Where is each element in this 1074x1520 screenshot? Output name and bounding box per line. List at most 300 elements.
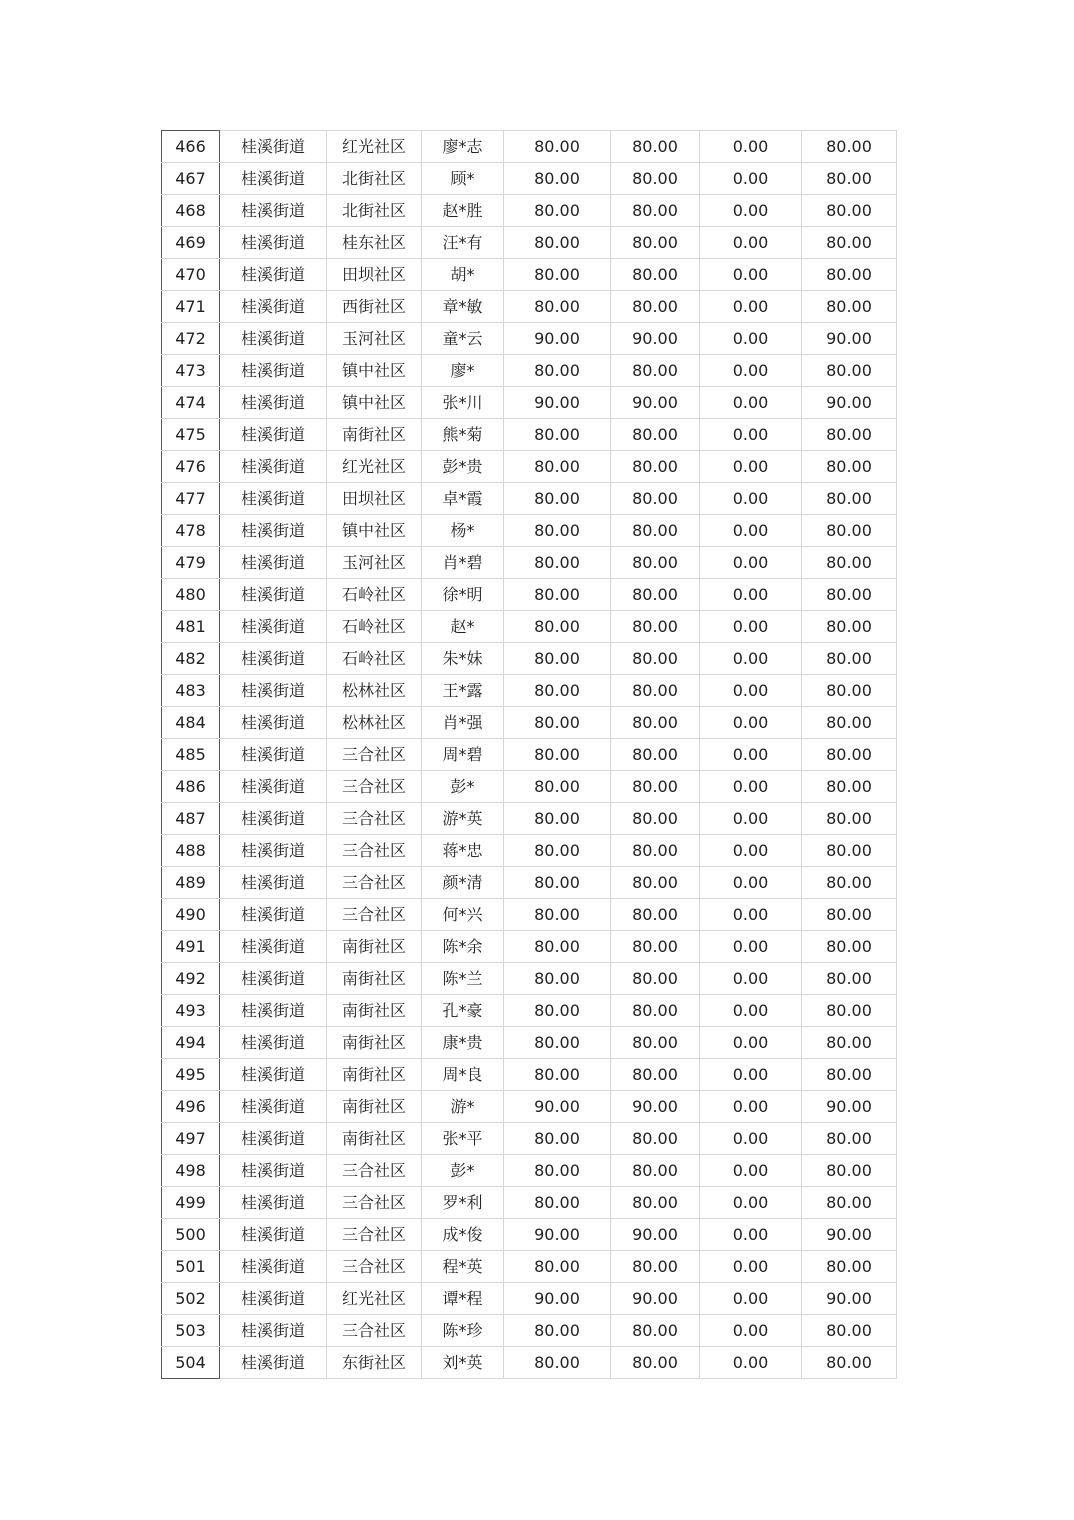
table-row xyxy=(162,387,897,419)
cell-amount-2: 80.00 xyxy=(611,963,700,995)
cell-community: 红光社区 xyxy=(327,131,422,163)
cell-amount-4: 80.00 xyxy=(802,195,897,227)
cell-amount-1: 80.00 xyxy=(504,611,611,643)
cell-amount-3: 0.00 xyxy=(700,803,802,835)
cell-amount-2: 80.00 xyxy=(611,643,700,675)
cell-amount-4: 80.00 xyxy=(802,1123,897,1155)
cell-name: 廖* xyxy=(422,355,504,387)
table-row xyxy=(162,515,897,547)
cell-amount-1: 80.00 xyxy=(504,1027,611,1059)
table-row xyxy=(162,771,897,803)
cell-amount-3: 0.00 xyxy=(700,579,802,611)
cell-amount-1: 80.00 xyxy=(504,771,611,803)
cell-subdistrict: 桂溪街道 xyxy=(220,451,327,483)
table-row xyxy=(162,963,897,995)
cell-index: 480 xyxy=(162,579,220,611)
cell-index: 466 xyxy=(162,131,220,163)
cell-amount-3: 0.00 xyxy=(700,835,802,867)
cell-name: 赵*胜 xyxy=(422,195,504,227)
cell-amount-3: 0.00 xyxy=(700,771,802,803)
cell-community: 三合社区 xyxy=(327,1219,422,1251)
table-row xyxy=(162,739,897,771)
cell-amount-3: 0.00 xyxy=(700,195,802,227)
table-row xyxy=(162,1187,897,1219)
table-row xyxy=(162,131,897,163)
cell-community: 南街社区 xyxy=(327,1123,422,1155)
table-row xyxy=(162,675,897,707)
cell-amount-2: 80.00 xyxy=(611,1123,700,1155)
cell-name: 颜*清 xyxy=(422,867,504,899)
cell-amount-2: 90.00 xyxy=(611,387,700,419)
cell-amount-2: 80.00 xyxy=(611,483,700,515)
table-row xyxy=(162,867,897,899)
cell-name: 杨* xyxy=(422,515,504,547)
cell-subdistrict: 桂溪街道 xyxy=(220,995,327,1027)
cell-amount-3: 0.00 xyxy=(700,387,802,419)
cell-amount-3: 0.00 xyxy=(700,1251,802,1283)
cell-name: 赵* xyxy=(422,611,504,643)
table-row xyxy=(162,1347,897,1379)
cell-amount-2: 80.00 xyxy=(611,547,700,579)
cell-amount-3: 0.00 xyxy=(700,131,802,163)
cell-index: 474 xyxy=(162,387,220,419)
cell-index: 501 xyxy=(162,1251,220,1283)
table-row xyxy=(162,995,897,1027)
cell-amount-3: 0.00 xyxy=(700,1059,802,1091)
cell-amount-3: 0.00 xyxy=(700,899,802,931)
cell-amount-4: 80.00 xyxy=(802,1155,897,1187)
cell-amount-1: 90.00 xyxy=(504,323,611,355)
cell-amount-2: 80.00 xyxy=(611,675,700,707)
cell-community: 红光社区 xyxy=(327,1283,422,1315)
cell-amount-1: 80.00 xyxy=(504,643,611,675)
cell-community: 三合社区 xyxy=(327,1155,422,1187)
cell-community: 东街社区 xyxy=(327,1347,422,1379)
cell-amount-2: 80.00 xyxy=(611,195,700,227)
cell-amount-4: 80.00 xyxy=(802,867,897,899)
cell-name: 彭*贵 xyxy=(422,451,504,483)
cell-amount-3: 0.00 xyxy=(700,707,802,739)
table-row xyxy=(162,483,897,515)
cell-amount-1: 80.00 xyxy=(504,1251,611,1283)
cell-amount-2: 80.00 xyxy=(611,803,700,835)
cell-name: 游* xyxy=(422,1091,504,1123)
cell-amount-1: 80.00 xyxy=(504,675,611,707)
cell-amount-3: 0.00 xyxy=(700,291,802,323)
cell-amount-1: 80.00 xyxy=(504,579,611,611)
cell-index: 494 xyxy=(162,1027,220,1059)
cell-subdistrict: 桂溪街道 xyxy=(220,1315,327,1347)
cell-community: 石岭社区 xyxy=(327,611,422,643)
cell-amount-3: 0.00 xyxy=(700,995,802,1027)
table-row xyxy=(162,259,897,291)
cell-amount-4: 80.00 xyxy=(802,451,897,483)
cell-amount-1: 80.00 xyxy=(504,195,611,227)
cell-amount-2: 80.00 xyxy=(611,835,700,867)
cell-amount-3: 0.00 xyxy=(700,1347,802,1379)
table-row xyxy=(162,451,897,483)
cell-amount-1: 80.00 xyxy=(504,291,611,323)
cell-amount-2: 80.00 xyxy=(611,1347,700,1379)
cell-amount-2: 80.00 xyxy=(611,1027,700,1059)
cell-amount-4: 80.00 xyxy=(802,643,897,675)
cell-amount-4: 80.00 xyxy=(802,899,897,931)
cell-amount-3: 0.00 xyxy=(700,323,802,355)
cell-name: 章*敏 xyxy=(422,291,504,323)
cell-amount-2: 80.00 xyxy=(611,259,700,291)
cell-community: 石岭社区 xyxy=(327,643,422,675)
cell-subdistrict: 桂溪街道 xyxy=(220,707,327,739)
cell-amount-1: 80.00 xyxy=(504,867,611,899)
cell-index: 471 xyxy=(162,291,220,323)
cell-amount-4: 80.00 xyxy=(802,1027,897,1059)
cell-amount-1: 80.00 xyxy=(504,259,611,291)
cell-index: 473 xyxy=(162,355,220,387)
table-body xyxy=(162,131,897,1379)
cell-community: 北街社区 xyxy=(327,195,422,227)
table-row xyxy=(162,227,897,259)
cell-name: 熊*菊 xyxy=(422,419,504,451)
cell-amount-3: 0.00 xyxy=(700,867,802,899)
cell-name: 廖*志 xyxy=(422,131,504,163)
cell-community: 田坝社区 xyxy=(327,259,422,291)
cell-community: 三合社区 xyxy=(327,739,422,771)
cell-amount-4: 90.00 xyxy=(802,323,897,355)
cell-subdistrict: 桂溪街道 xyxy=(220,547,327,579)
cell-amount-4: 80.00 xyxy=(802,259,897,291)
cell-index: 495 xyxy=(162,1059,220,1091)
cell-amount-1: 90.00 xyxy=(504,387,611,419)
cell-subdistrict: 桂溪街道 xyxy=(220,739,327,771)
cell-amount-4: 80.00 xyxy=(802,1315,897,1347)
cell-amount-4: 80.00 xyxy=(802,1347,897,1379)
cell-community: 南街社区 xyxy=(327,1059,422,1091)
cell-amount-2: 80.00 xyxy=(611,1187,700,1219)
cell-index: 493 xyxy=(162,995,220,1027)
cell-name: 康*贵 xyxy=(422,1027,504,1059)
cell-amount-4: 80.00 xyxy=(802,579,897,611)
cell-community: 三合社区 xyxy=(327,867,422,899)
cell-subdistrict: 桂溪街道 xyxy=(220,387,327,419)
cell-amount-1: 80.00 xyxy=(504,1155,611,1187)
cell-amount-3: 0.00 xyxy=(700,483,802,515)
cell-index: 492 xyxy=(162,963,220,995)
cell-subdistrict: 桂溪街道 xyxy=(220,835,327,867)
cell-amount-2: 80.00 xyxy=(611,611,700,643)
cell-community: 南街社区 xyxy=(327,963,422,995)
cell-index: 504 xyxy=(162,1347,220,1379)
cell-community: 三合社区 xyxy=(327,1187,422,1219)
cell-amount-3: 0.00 xyxy=(700,1219,802,1251)
cell-amount-3: 0.00 xyxy=(700,963,802,995)
cell-community: 玉河社区 xyxy=(327,547,422,579)
cell-community: 镇中社区 xyxy=(327,355,422,387)
cell-amount-3: 0.00 xyxy=(700,355,802,387)
cell-amount-2: 80.00 xyxy=(611,1155,700,1187)
cell-amount-1: 80.00 xyxy=(504,163,611,195)
cell-amount-3: 0.00 xyxy=(700,1283,802,1315)
cell-amount-2: 80.00 xyxy=(611,131,700,163)
cell-community: 三合社区 xyxy=(327,1251,422,1283)
cell-amount-4: 80.00 xyxy=(802,1251,897,1283)
cell-subdistrict: 桂溪街道 xyxy=(220,675,327,707)
cell-amount-3: 0.00 xyxy=(700,1027,802,1059)
cell-amount-1: 80.00 xyxy=(504,451,611,483)
cell-amount-2: 80.00 xyxy=(611,1251,700,1283)
cell-amount-4: 80.00 xyxy=(802,483,897,515)
cell-amount-3: 0.00 xyxy=(700,1315,802,1347)
cell-community: 三合社区 xyxy=(327,771,422,803)
cell-amount-2: 80.00 xyxy=(611,739,700,771)
cell-amount-4: 80.00 xyxy=(802,675,897,707)
cell-amount-4: 80.00 xyxy=(802,419,897,451)
cell-name: 周*碧 xyxy=(422,739,504,771)
cell-amount-3: 0.00 xyxy=(700,675,802,707)
cell-amount-2: 90.00 xyxy=(611,1091,700,1123)
cell-community: 镇中社区 xyxy=(327,515,422,547)
table-row xyxy=(162,419,897,451)
cell-community: 西街社区 xyxy=(327,291,422,323)
cell-name: 王*露 xyxy=(422,675,504,707)
cell-community: 三合社区 xyxy=(327,1315,422,1347)
cell-amount-4: 80.00 xyxy=(802,131,897,163)
cell-subdistrict: 桂溪街道 xyxy=(220,259,327,291)
cell-amount-2: 90.00 xyxy=(611,1219,700,1251)
cell-amount-2: 90.00 xyxy=(611,323,700,355)
cell-amount-3: 0.00 xyxy=(700,451,802,483)
cell-amount-2: 80.00 xyxy=(611,1315,700,1347)
cell-amount-2: 80.00 xyxy=(611,451,700,483)
cell-index: 470 xyxy=(162,259,220,291)
cell-index: 478 xyxy=(162,515,220,547)
table-row xyxy=(162,1091,897,1123)
cell-name: 彭* xyxy=(422,1155,504,1187)
cell-community: 松林社区 xyxy=(327,675,422,707)
cell-index: 485 xyxy=(162,739,220,771)
cell-amount-1: 80.00 xyxy=(504,355,611,387)
cell-amount-2: 80.00 xyxy=(611,163,700,195)
cell-community: 三合社区 xyxy=(327,899,422,931)
cell-amount-3: 0.00 xyxy=(700,1155,802,1187)
table-row xyxy=(162,323,897,355)
table-row xyxy=(162,1155,897,1187)
cell-amount-3: 0.00 xyxy=(700,259,802,291)
cell-amount-3: 0.00 xyxy=(700,643,802,675)
cell-name: 朱*妹 xyxy=(422,643,504,675)
table-row xyxy=(162,899,897,931)
cell-subdistrict: 桂溪街道 xyxy=(220,227,327,259)
cell-subdistrict: 桂溪街道 xyxy=(220,131,327,163)
table-row xyxy=(162,291,897,323)
cell-amount-3: 0.00 xyxy=(700,1091,802,1123)
table-row xyxy=(162,611,897,643)
cell-subdistrict: 桂溪街道 xyxy=(220,323,327,355)
cell-community: 南街社区 xyxy=(327,931,422,963)
cell-name: 顾* xyxy=(422,163,504,195)
cell-amount-1: 90.00 xyxy=(504,1091,611,1123)
cell-index: 481 xyxy=(162,611,220,643)
table-row xyxy=(162,547,897,579)
cell-amount-4: 90.00 xyxy=(802,1091,897,1123)
cell-name: 卓*霞 xyxy=(422,483,504,515)
cell-index: 475 xyxy=(162,419,220,451)
cell-index: 469 xyxy=(162,227,220,259)
cell-amount-3: 0.00 xyxy=(700,419,802,451)
cell-subdistrict: 桂溪街道 xyxy=(220,899,327,931)
table-row xyxy=(162,707,897,739)
cell-subdistrict: 桂溪街道 xyxy=(220,483,327,515)
cell-community: 北街社区 xyxy=(327,163,422,195)
table-row xyxy=(162,931,897,963)
cell-amount-4: 80.00 xyxy=(802,835,897,867)
cell-amount-4: 90.00 xyxy=(802,1219,897,1251)
cell-amount-3: 0.00 xyxy=(700,515,802,547)
cell-amount-3: 0.00 xyxy=(700,1187,802,1219)
cell-community: 南街社区 xyxy=(327,419,422,451)
cell-amount-3: 0.00 xyxy=(700,611,802,643)
cell-amount-2: 90.00 xyxy=(611,1283,700,1315)
cell-index: 468 xyxy=(162,195,220,227)
table-row xyxy=(162,355,897,387)
cell-amount-1: 80.00 xyxy=(504,739,611,771)
cell-amount-1: 80.00 xyxy=(504,547,611,579)
cell-subdistrict: 桂溪街道 xyxy=(220,1027,327,1059)
cell-amount-2: 80.00 xyxy=(611,227,700,259)
cell-name: 孔*豪 xyxy=(422,995,504,1027)
cell-index: 497 xyxy=(162,1123,220,1155)
cell-community: 南街社区 xyxy=(327,995,422,1027)
cell-amount-1: 80.00 xyxy=(504,707,611,739)
cell-index: 476 xyxy=(162,451,220,483)
cell-subdistrict: 桂溪街道 xyxy=(220,291,327,323)
cell-index: 500 xyxy=(162,1219,220,1251)
cell-subdistrict: 桂溪街道 xyxy=(220,1091,327,1123)
table-row xyxy=(162,1123,897,1155)
cell-amount-4: 80.00 xyxy=(802,995,897,1027)
cell-amount-1: 80.00 xyxy=(504,1187,611,1219)
cell-community: 玉河社区 xyxy=(327,323,422,355)
cell-community: 镇中社区 xyxy=(327,387,422,419)
cell-amount-3: 0.00 xyxy=(700,1123,802,1155)
cell-index: 477 xyxy=(162,483,220,515)
cell-amount-2: 80.00 xyxy=(611,995,700,1027)
cell-name: 陈*余 xyxy=(422,931,504,963)
cell-amount-1: 80.00 xyxy=(504,995,611,1027)
cell-amount-1: 80.00 xyxy=(504,835,611,867)
cell-name: 刘*英 xyxy=(422,1347,504,1379)
cell-amount-4: 80.00 xyxy=(802,227,897,259)
cell-amount-4: 80.00 xyxy=(802,931,897,963)
cell-amount-4: 80.00 xyxy=(802,515,897,547)
cell-index: 472 xyxy=(162,323,220,355)
cell-name: 张*平 xyxy=(422,1123,504,1155)
table-row xyxy=(162,195,897,227)
table-row xyxy=(162,163,897,195)
cell-index: 503 xyxy=(162,1315,220,1347)
cell-amount-2: 80.00 xyxy=(611,579,700,611)
cell-subdistrict: 桂溪街道 xyxy=(220,1155,327,1187)
cell-index: 496 xyxy=(162,1091,220,1123)
cell-community: 松林社区 xyxy=(327,707,422,739)
cell-amount-2: 80.00 xyxy=(611,707,700,739)
table-row xyxy=(162,1251,897,1283)
cell-amount-4: 80.00 xyxy=(802,163,897,195)
cell-subdistrict: 桂溪街道 xyxy=(220,355,327,387)
cell-community: 南街社区 xyxy=(327,1027,422,1059)
cell-index: 487 xyxy=(162,803,220,835)
cell-subdistrict: 桂溪街道 xyxy=(220,963,327,995)
cell-name: 程*英 xyxy=(422,1251,504,1283)
cell-amount-2: 80.00 xyxy=(611,291,700,323)
cell-index: 490 xyxy=(162,899,220,931)
table-row xyxy=(162,1283,897,1315)
table-row xyxy=(162,803,897,835)
cell-amount-4: 90.00 xyxy=(802,1283,897,1315)
table-row xyxy=(162,835,897,867)
cell-amount-4: 80.00 xyxy=(802,707,897,739)
cell-amount-1: 80.00 xyxy=(504,515,611,547)
table-row xyxy=(162,1315,897,1347)
cell-amount-3: 0.00 xyxy=(700,163,802,195)
cell-name: 何*兴 xyxy=(422,899,504,931)
cell-amount-3: 0.00 xyxy=(700,547,802,579)
cell-amount-2: 80.00 xyxy=(611,355,700,387)
cell-amount-2: 80.00 xyxy=(611,1059,700,1091)
cell-subdistrict: 桂溪街道 xyxy=(220,771,327,803)
cell-amount-4: 80.00 xyxy=(802,355,897,387)
cell-name: 陈*兰 xyxy=(422,963,504,995)
cell-amount-1: 80.00 xyxy=(504,131,611,163)
cell-subdistrict: 桂溪街道 xyxy=(220,579,327,611)
cell-subdistrict: 桂溪街道 xyxy=(220,1059,327,1091)
cell-amount-2: 80.00 xyxy=(611,771,700,803)
cell-index: 498 xyxy=(162,1155,220,1187)
cell-community: 三合社区 xyxy=(327,835,422,867)
cell-amount-1: 80.00 xyxy=(504,899,611,931)
cell-amount-1: 80.00 xyxy=(504,419,611,451)
cell-subdistrict: 桂溪街道 xyxy=(220,1283,327,1315)
cell-amount-2: 80.00 xyxy=(611,899,700,931)
cell-amount-1: 80.00 xyxy=(504,803,611,835)
table-row xyxy=(162,1027,897,1059)
cell-amount-1: 80.00 xyxy=(504,931,611,963)
cell-name: 徐*明 xyxy=(422,579,504,611)
cell-amount-1: 80.00 xyxy=(504,1347,611,1379)
cell-amount-4: 80.00 xyxy=(802,1187,897,1219)
cell-amount-1: 90.00 xyxy=(504,1219,611,1251)
cell-name: 游*英 xyxy=(422,803,504,835)
cell-name: 肖*碧 xyxy=(422,547,504,579)
cell-name: 张*川 xyxy=(422,387,504,419)
table-row xyxy=(162,643,897,675)
cell-name: 陈*珍 xyxy=(422,1315,504,1347)
cell-index: 484 xyxy=(162,707,220,739)
cell-amount-3: 0.00 xyxy=(700,227,802,259)
cell-name: 汪*有 xyxy=(422,227,504,259)
cell-subdistrict: 桂溪街道 xyxy=(220,643,327,675)
cell-index: 482 xyxy=(162,643,220,675)
cell-subdistrict: 桂溪街道 xyxy=(220,163,327,195)
cell-amount-4: 80.00 xyxy=(802,963,897,995)
cell-community: 桂东社区 xyxy=(327,227,422,259)
cell-amount-4: 80.00 xyxy=(802,771,897,803)
cell-index: 489 xyxy=(162,867,220,899)
cell-name: 童*云 xyxy=(422,323,504,355)
cell-amount-3: 0.00 xyxy=(700,931,802,963)
cell-subdistrict: 桂溪街道 xyxy=(220,419,327,451)
cell-amount-1: 80.00 xyxy=(504,1123,611,1155)
cell-subdistrict: 桂溪街道 xyxy=(220,1187,327,1219)
